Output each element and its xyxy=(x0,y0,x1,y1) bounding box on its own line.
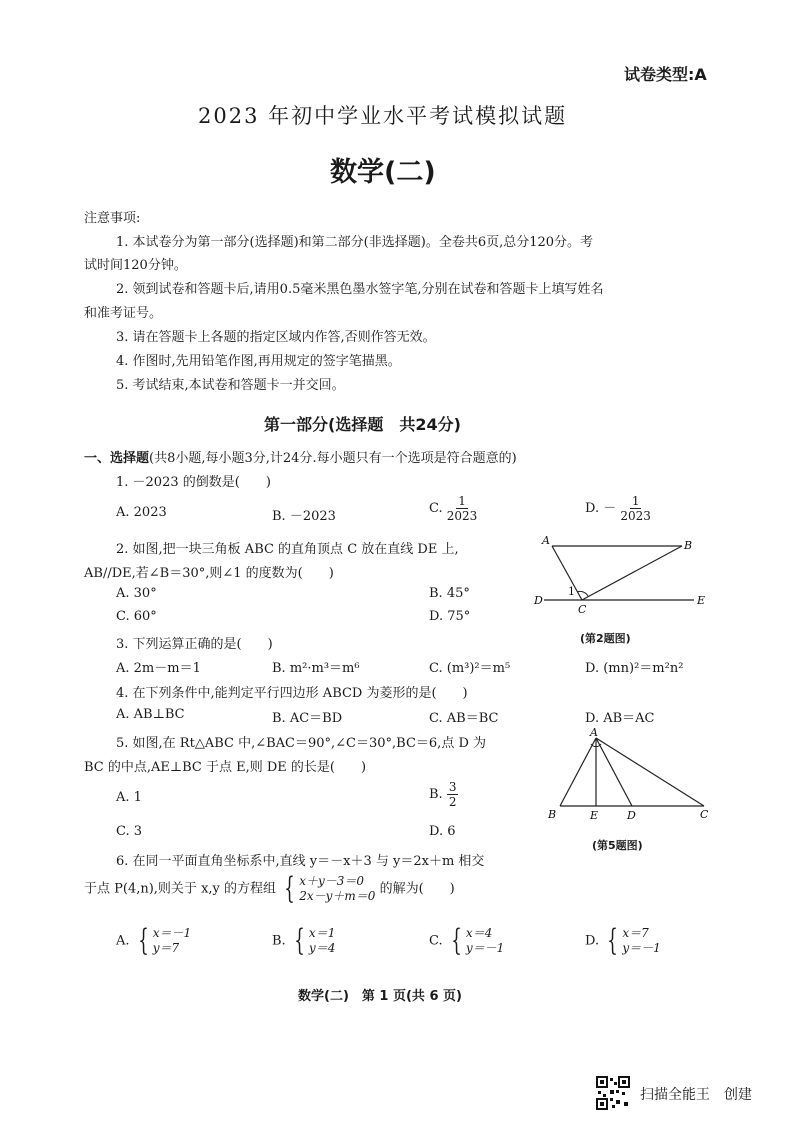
page-footer: 数学(二) 第 1 页(共 6 页) xyxy=(298,989,462,1004)
part1-title: 第一部分(选择题 共24分) xyxy=(264,415,461,434)
q6-option-d xyxy=(585,923,661,958)
notice-line: 4. 作图时,先用铅笔作图,再用规定的签字笔描黑。 xyxy=(116,354,401,369)
q6-stem-pre: 于点 P(4,n),则关于 x,y 的方程组 xyxy=(84,881,277,897)
q2-label-one: 1 xyxy=(568,585,575,598)
q6-c-row1: x＝4 xyxy=(465,926,493,940)
q5-figure-caption: (第5题图) xyxy=(592,839,643,852)
q4-option-b: B. AC＝BD xyxy=(272,711,343,726)
q5-label-e: E xyxy=(590,809,599,822)
q6-a-row1: x＝－1 xyxy=(152,926,192,940)
q3-option-b: B. m²·m³＝m⁶ xyxy=(272,661,360,676)
q5-option-c: C. 3 xyxy=(116,824,143,839)
q6-a-prefix: A. xyxy=(116,933,130,949)
q5-figure xyxy=(540,726,720,826)
q2-stem-line2: AB//DE,若∠B＝30°,则∠1 的度数为( ) xyxy=(84,566,334,581)
q5-option-d: D. 6 xyxy=(429,824,456,839)
subject-title: 数学(二) xyxy=(330,157,436,188)
q1-option-c xyxy=(429,494,477,523)
q6-b-row1: x＝1 xyxy=(308,926,336,940)
q6-system-row1: x＋y－3＝0 xyxy=(299,874,365,888)
q1-d-numerator: 1 xyxy=(631,494,640,508)
q4-option-c: C. AB＝BC xyxy=(429,711,499,726)
q6-d-row1: x＝7 xyxy=(622,926,649,940)
q6-option-b xyxy=(272,923,336,958)
q6-option-c xyxy=(429,923,505,958)
q6-c-row2: y＝－1 xyxy=(465,941,505,955)
q5-stem-line1: 5. 如图,在 Rt△ABC 中,∠BAC＝90°,∠C＝30°,BC＝6,点 D 为 xyxy=(116,736,487,751)
section-label: 一、选择题 xyxy=(84,451,150,466)
q6-stem-line2 xyxy=(84,871,455,906)
q1-d-prefix: D. － xyxy=(585,501,617,516)
q5-stem-line2: BC 的中点,AE⊥BC 于点 E,则 DE 的长是( ) xyxy=(84,760,367,775)
exam-title: 2023 年初中学业水平考试模拟试题 xyxy=(198,104,568,128)
q2-label-c: C xyxy=(578,603,587,616)
q2-figure-caption: (第2题图) xyxy=(580,632,631,645)
q5-option-a: A. 1 xyxy=(116,790,142,805)
q2-figure xyxy=(530,532,710,622)
q3-option-c: C. (m³)²＝m⁵ xyxy=(429,661,511,676)
q6-b-system: { x＝1 y＝4 xyxy=(294,923,336,958)
q5-label-d: D xyxy=(627,809,636,822)
q1-c-denominator: 2023 xyxy=(446,509,478,523)
q5-label-a: A xyxy=(590,726,598,739)
q1-c-fraction xyxy=(447,494,478,523)
q2-label-d: D xyxy=(534,594,543,607)
q2-option-d: D. 75° xyxy=(429,609,471,624)
q6-d-system: { x＝7 y＝－1 xyxy=(607,923,661,958)
q5-option-b xyxy=(429,780,458,809)
paper-type: 试卷类型:A xyxy=(624,65,707,84)
q3-option-a: A. 2m－m＝1 xyxy=(116,661,201,676)
q1-c-numerator: 1 xyxy=(458,494,466,508)
q1-d-denominator: 2023 xyxy=(620,509,651,523)
q2-label-a: A xyxy=(542,534,550,547)
q6-d-prefix: D. xyxy=(585,933,600,949)
q6-c-system: { x＝4 y＝－1 xyxy=(451,923,505,958)
notice-line: 3. 请在答题卡上各题的指定区域内作答,否则作答无效。 xyxy=(116,330,436,345)
section-desc: (共8小题,每小题3分,计24分.每小题只有一个选项是符合题意的) xyxy=(149,451,517,466)
q6-a-row2: y＝7 xyxy=(152,941,180,955)
q1-stem: 1. －2023 的倒数是( ) xyxy=(116,475,271,490)
q2-option-c: C. 60° xyxy=(116,609,157,624)
q3-stem: 3. 下列运算正确的是( ) xyxy=(116,637,273,652)
q2-option-a: A. 30° xyxy=(116,586,157,601)
q5-b-numerator: 3 xyxy=(448,780,457,794)
q4-option-d: D. AB＝AC xyxy=(585,711,655,726)
section-header xyxy=(84,447,517,466)
scanner-watermark: 扫描全能王 创建 xyxy=(640,1087,752,1103)
q6-b-row2: y＝4 xyxy=(308,941,336,955)
notice-line: 2. 领到试卷和答题卡后,请用0.5毫米黑色墨水签字笔,分别在试卷和答题卡上填写姓名 xyxy=(116,282,604,297)
q6-a-system: { x＝－1 y＝7 xyxy=(137,923,192,958)
q6-system-row2: 2x－y＋m＝0 xyxy=(299,889,376,903)
notice-title: 注意事项: xyxy=(84,211,141,226)
q6-equation-system: { x＋y－3＝0 2x－y＋m＝0 xyxy=(284,871,376,906)
q2-label-e: E xyxy=(697,594,706,607)
q4-stem: 4. 在下列条件中,能判定平行四边形 ABCD 为菱形的是( ) xyxy=(116,686,468,701)
q2-label-b: B xyxy=(684,539,693,552)
q6-stem-line1: 6. 在同一平面直角坐标系中,直线 y＝－x＋3 与 y＝2x＋m 相交 xyxy=(116,854,485,869)
q2-option-b: B. 45° xyxy=(429,586,470,601)
q5-label-b: B xyxy=(548,808,557,821)
notice-line: 5. 考试结束,本试卷和答题卡一并交回。 xyxy=(116,378,345,393)
q1-c-prefix: C. xyxy=(429,501,443,516)
q1-option-d xyxy=(585,494,651,523)
q3-option-d: D. (mn)²＝m²n² xyxy=(585,661,684,676)
q6-c-prefix: C. xyxy=(429,933,443,949)
q4-option-a: A. AB⊥BC xyxy=(116,707,185,722)
q5-b-prefix: B. xyxy=(429,787,443,802)
q6-option-a xyxy=(116,923,192,958)
q6-b-prefix: B. xyxy=(272,933,286,949)
qr-code-icon xyxy=(596,1076,630,1110)
q5-label-c: C xyxy=(700,808,709,821)
q1-d-fraction xyxy=(620,494,651,523)
q5-b-denominator: 2 xyxy=(448,795,457,809)
notice-line: 和准考证号。 xyxy=(84,306,163,321)
q1-option-a: A. 2023 xyxy=(116,505,167,520)
q1-option-b: B. －2023 xyxy=(272,509,336,524)
q2-stem-line1: 2. 如图,把一块三角板 ABC 的直角顶点 C 放在直线 DE 上, xyxy=(116,542,459,557)
q6-d-row2: y＝－1 xyxy=(622,941,661,955)
q6-stem-post: 的解为( ) xyxy=(379,881,455,897)
notice-line: 1. 本试卷分为第一部分(选择题)和第二部分(非选择题)。全卷共6页,总分120分。考 xyxy=(116,235,594,250)
notice-line: 试时间120分钟。 xyxy=(84,258,187,273)
q5-b-fraction xyxy=(447,780,459,809)
